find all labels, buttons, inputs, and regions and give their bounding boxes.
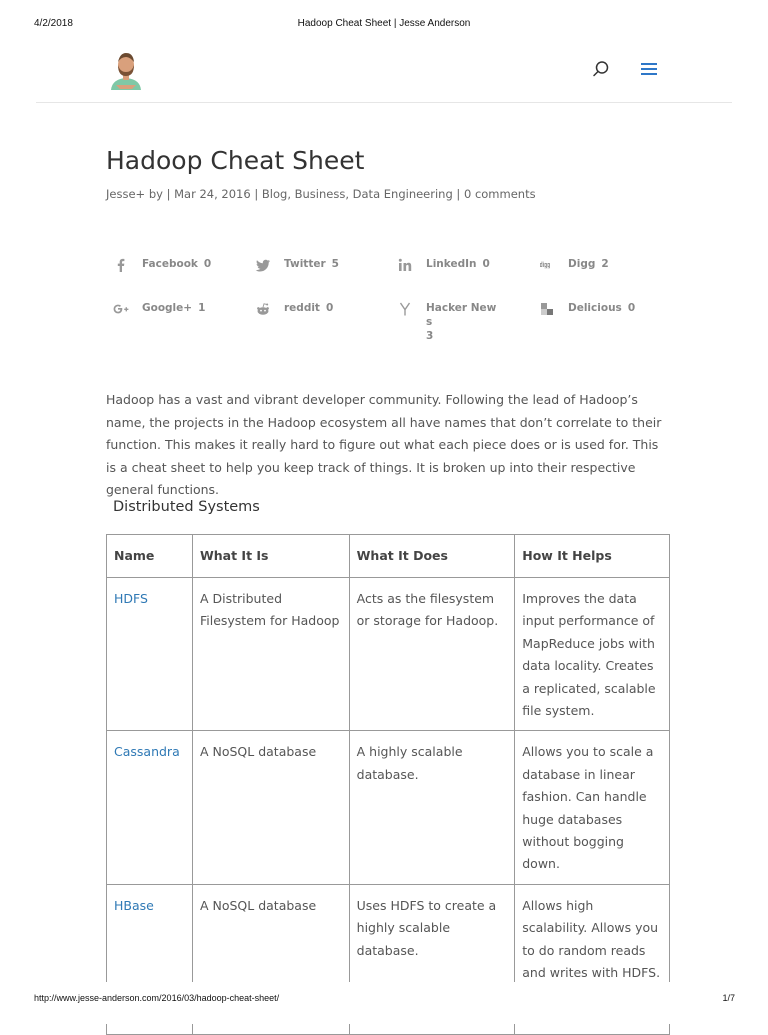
- table-header-row: [107, 535, 670, 578]
- page-title: Hadoop Cheat Sheet: [106, 146, 365, 175]
- table-cell: Acts as the filesystem or storage for Hadoop.: [349, 578, 515, 731]
- share-linkedin[interactable]: [384, 257, 490, 273]
- table-row: [107, 731, 670, 884]
- print-title: Hadoop Cheat Sheet | Jesse Anderson: [297, 18, 471, 29]
- table-row: [107, 578, 670, 731]
- table-cell: Improves the data input performance of MapReduce jobs with data locality. Creates a replicated, scalable file system.: [515, 578, 670, 731]
- share-facebook[interactable]: [100, 257, 211, 273]
- share-google-plus[interactable]: [100, 301, 205, 317]
- twitter-icon: [255, 257, 271, 273]
- column-header: How It Helps: [515, 535, 670, 578]
- category-link-blog[interactable]: Blog: [261, 187, 288, 201]
- print-url: http://www.jesse-anderson.com/2016/03/hadoop-cheat-sheet/: [34, 993, 280, 1003]
- table-cell: Allows high scalability. Allows you to do random reads and writes with HDFS.: [515, 884, 670, 993]
- share-reddit[interactable]: [242, 301, 333, 317]
- share-count: 3: [426, 330, 434, 342]
- project-link-hdfs[interactable]: HDFS: [114, 591, 148, 606]
- share-label: Twitter: [284, 258, 326, 270]
- share-label: Digg: [568, 258, 596, 270]
- delicious-icon: [539, 301, 555, 317]
- share-delicious[interactable]: [526, 301, 635, 317]
- search-icon[interactable]: [592, 60, 610, 78]
- comments-link[interactable]: 0 comments: [463, 187, 536, 201]
- intro-paragraph: Hadoop has a vast and vibrant developer community. Following the lead of Hadoop’s name, the projects in the Hadoop ecosystem all have names that don’t correlate to their function. This makes it really hard to figure out what each piece does or is used for. This is a cheat sheet to help you keep track of things. It is broken up into their respective general functions.: [106, 392, 662, 497]
- table-cell: Allows you to scale a database in linear fashion. Can handle huge databases without bogging down.: [515, 731, 670, 884]
- facebook-icon: [113, 257, 129, 273]
- digg-icon: [539, 257, 555, 273]
- post-meta: Jesse+ by | Mar 24, 2016 | Blog, Business, Data Engineering | 0 comments: [106, 187, 536, 201]
- share-label: Facebook: [142, 258, 198, 270]
- share-count: 0: [482, 258, 490, 270]
- table-cell: A highly scalable database.: [349, 731, 515, 884]
- project-link-hbase[interactable]: HBase: [114, 897, 154, 913]
- column-header: Name: [107, 535, 193, 578]
- share-label: LinkedIn: [426, 258, 477, 270]
- table-cell: A NoSQL database: [192, 731, 349, 884]
- category-link-data-engineering[interactable]: Data Engineering: [352, 187, 453, 201]
- share-label: Delicious: [568, 302, 622, 314]
- menu-icon[interactable]: [640, 61, 658, 77]
- share-count: 0: [203, 258, 212, 270]
- google-plus-icon: [112, 301, 130, 317]
- share-digg[interactable]: [526, 257, 609, 273]
- column-header: What It Is: [192, 535, 349, 578]
- category-link-business[interactable]: Business: [294, 187, 346, 201]
- share-label: [426, 301, 496, 343]
- reddit-icon: [255, 301, 271, 317]
- distributed-systems-table: [106, 534, 670, 1035]
- site-header: [36, 44, 732, 103]
- share-label-line: s: [426, 316, 433, 328]
- share-label: Google+: [142, 302, 193, 314]
- share-twitter[interactable]: [242, 257, 339, 273]
- by-label: by: [148, 187, 163, 201]
- post-date: Mar 24, 2016: [174, 187, 251, 201]
- hacker-news-icon: [397, 301, 413, 317]
- share-label: reddit: [284, 302, 320, 314]
- print-page-number: 1/7: [722, 993, 735, 1003]
- avatar[interactable]: [108, 50, 144, 90]
- share-count: 0: [325, 302, 334, 314]
- table-row: [107, 884, 670, 993]
- section-heading: Distributed Systems: [113, 499, 260, 515]
- table-cell: A NoSQL database: [192, 884, 349, 993]
- share-count: 2: [601, 258, 609, 270]
- share-label-line: Hacker New: [426, 302, 497, 314]
- table-cell: Uses HDFS to create a highly scalable database.: [349, 884, 515, 993]
- share-count: 5: [331, 258, 339, 270]
- author-link[interactable]: Jesse+: [106, 187, 146, 201]
- linkedin-icon: [397, 257, 413, 273]
- share-count: 1: [198, 302, 206, 314]
- share-count: 0: [627, 302, 636, 314]
- share-hacker-news[interactable]: [384, 301, 496, 343]
- print-date: 4/2/2018: [34, 18, 73, 29]
- table-cell: A Distributed Filesystem for Hadoop: [192, 578, 349, 731]
- project-link-cassandra[interactable]: Cassandra: [114, 744, 180, 760]
- column-header: What It Does: [349, 535, 515, 578]
- page-footer-mask: [0, 982, 768, 1024]
